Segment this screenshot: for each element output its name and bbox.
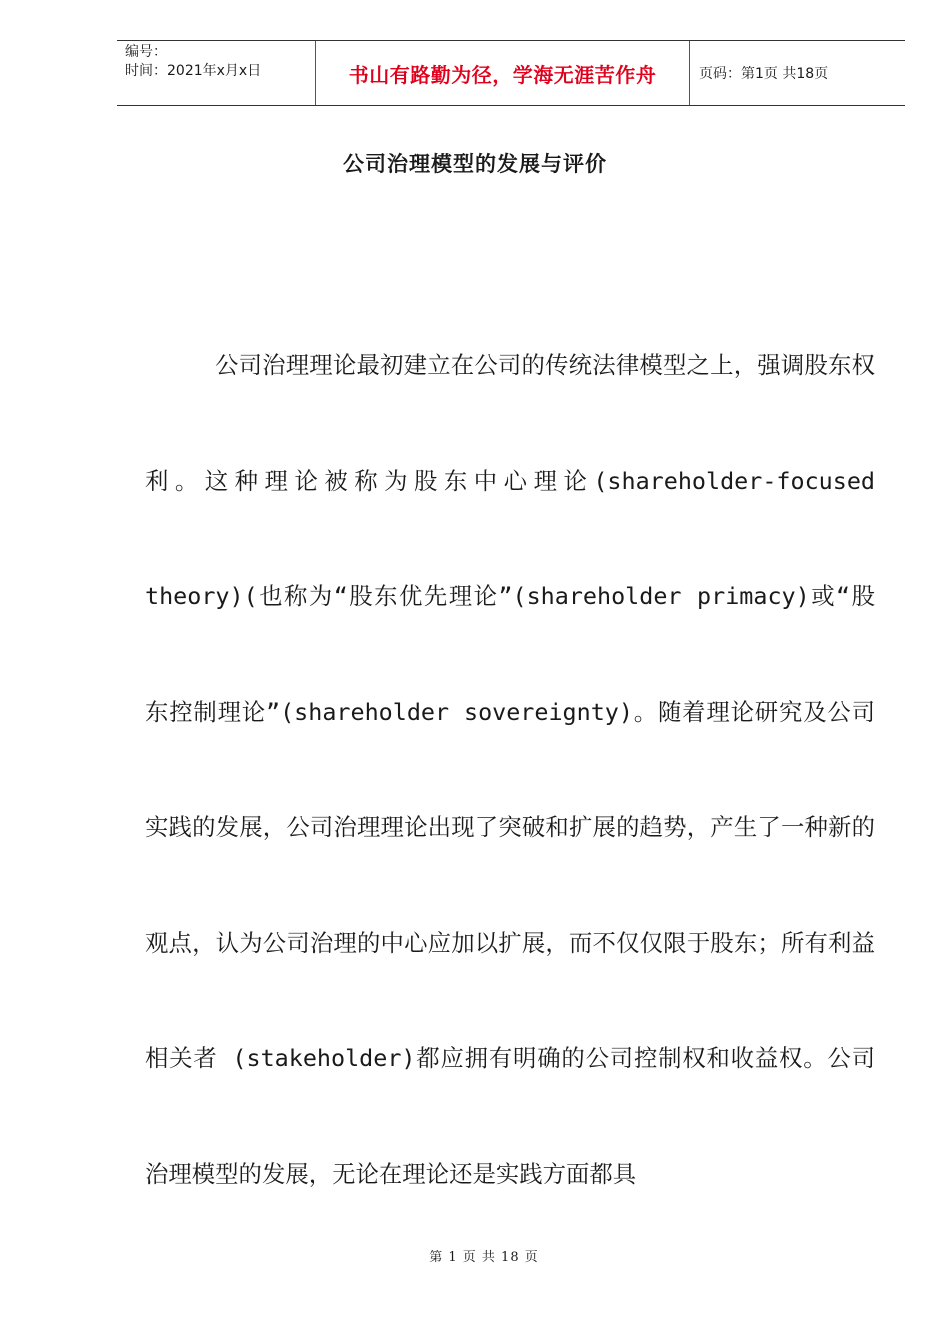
header-meta (117, 41, 316, 105)
page-footer: 第 1 页 共 18 页 (429, 1250, 539, 1265)
time-label: 时间：2021年x月x日 (125, 63, 262, 79)
header-page-info (690, 41, 905, 105)
motto-text: 书山有路勤为径，学海无涯苦作舟 (348, 62, 657, 87)
document-title: 公司治理模型的发展与评价 (343, 152, 607, 176)
header-motto-cell (316, 41, 690, 105)
page-header (117, 40, 905, 106)
page-info-text: 页码：第1页 共18页 (699, 66, 829, 82)
body-paragraph: 公司治理理论最初建立在公司的传统法律模型之上，强调股东权利。这种理论被称为股东中心理论(shareholder-focused theory)(也称为“股东优先理论”(shareholder primacy)或“股东控制理论”(shareholder sovereignty)。随着理论研究及公司实践的发展，公司治理理论出现了突破和扩展的趋势，产生了一种新的观点，认为公司治理的中心应加以扩展，而不仅仅限于股东；所有利益相关者 (stakeholder)都应拥有明确的公司控制权和收益权。公司治理模型的发展，无论在理论还是实践方面都具 (145, 351, 875, 1188)
number-label: 编号： (125, 44, 167, 60)
